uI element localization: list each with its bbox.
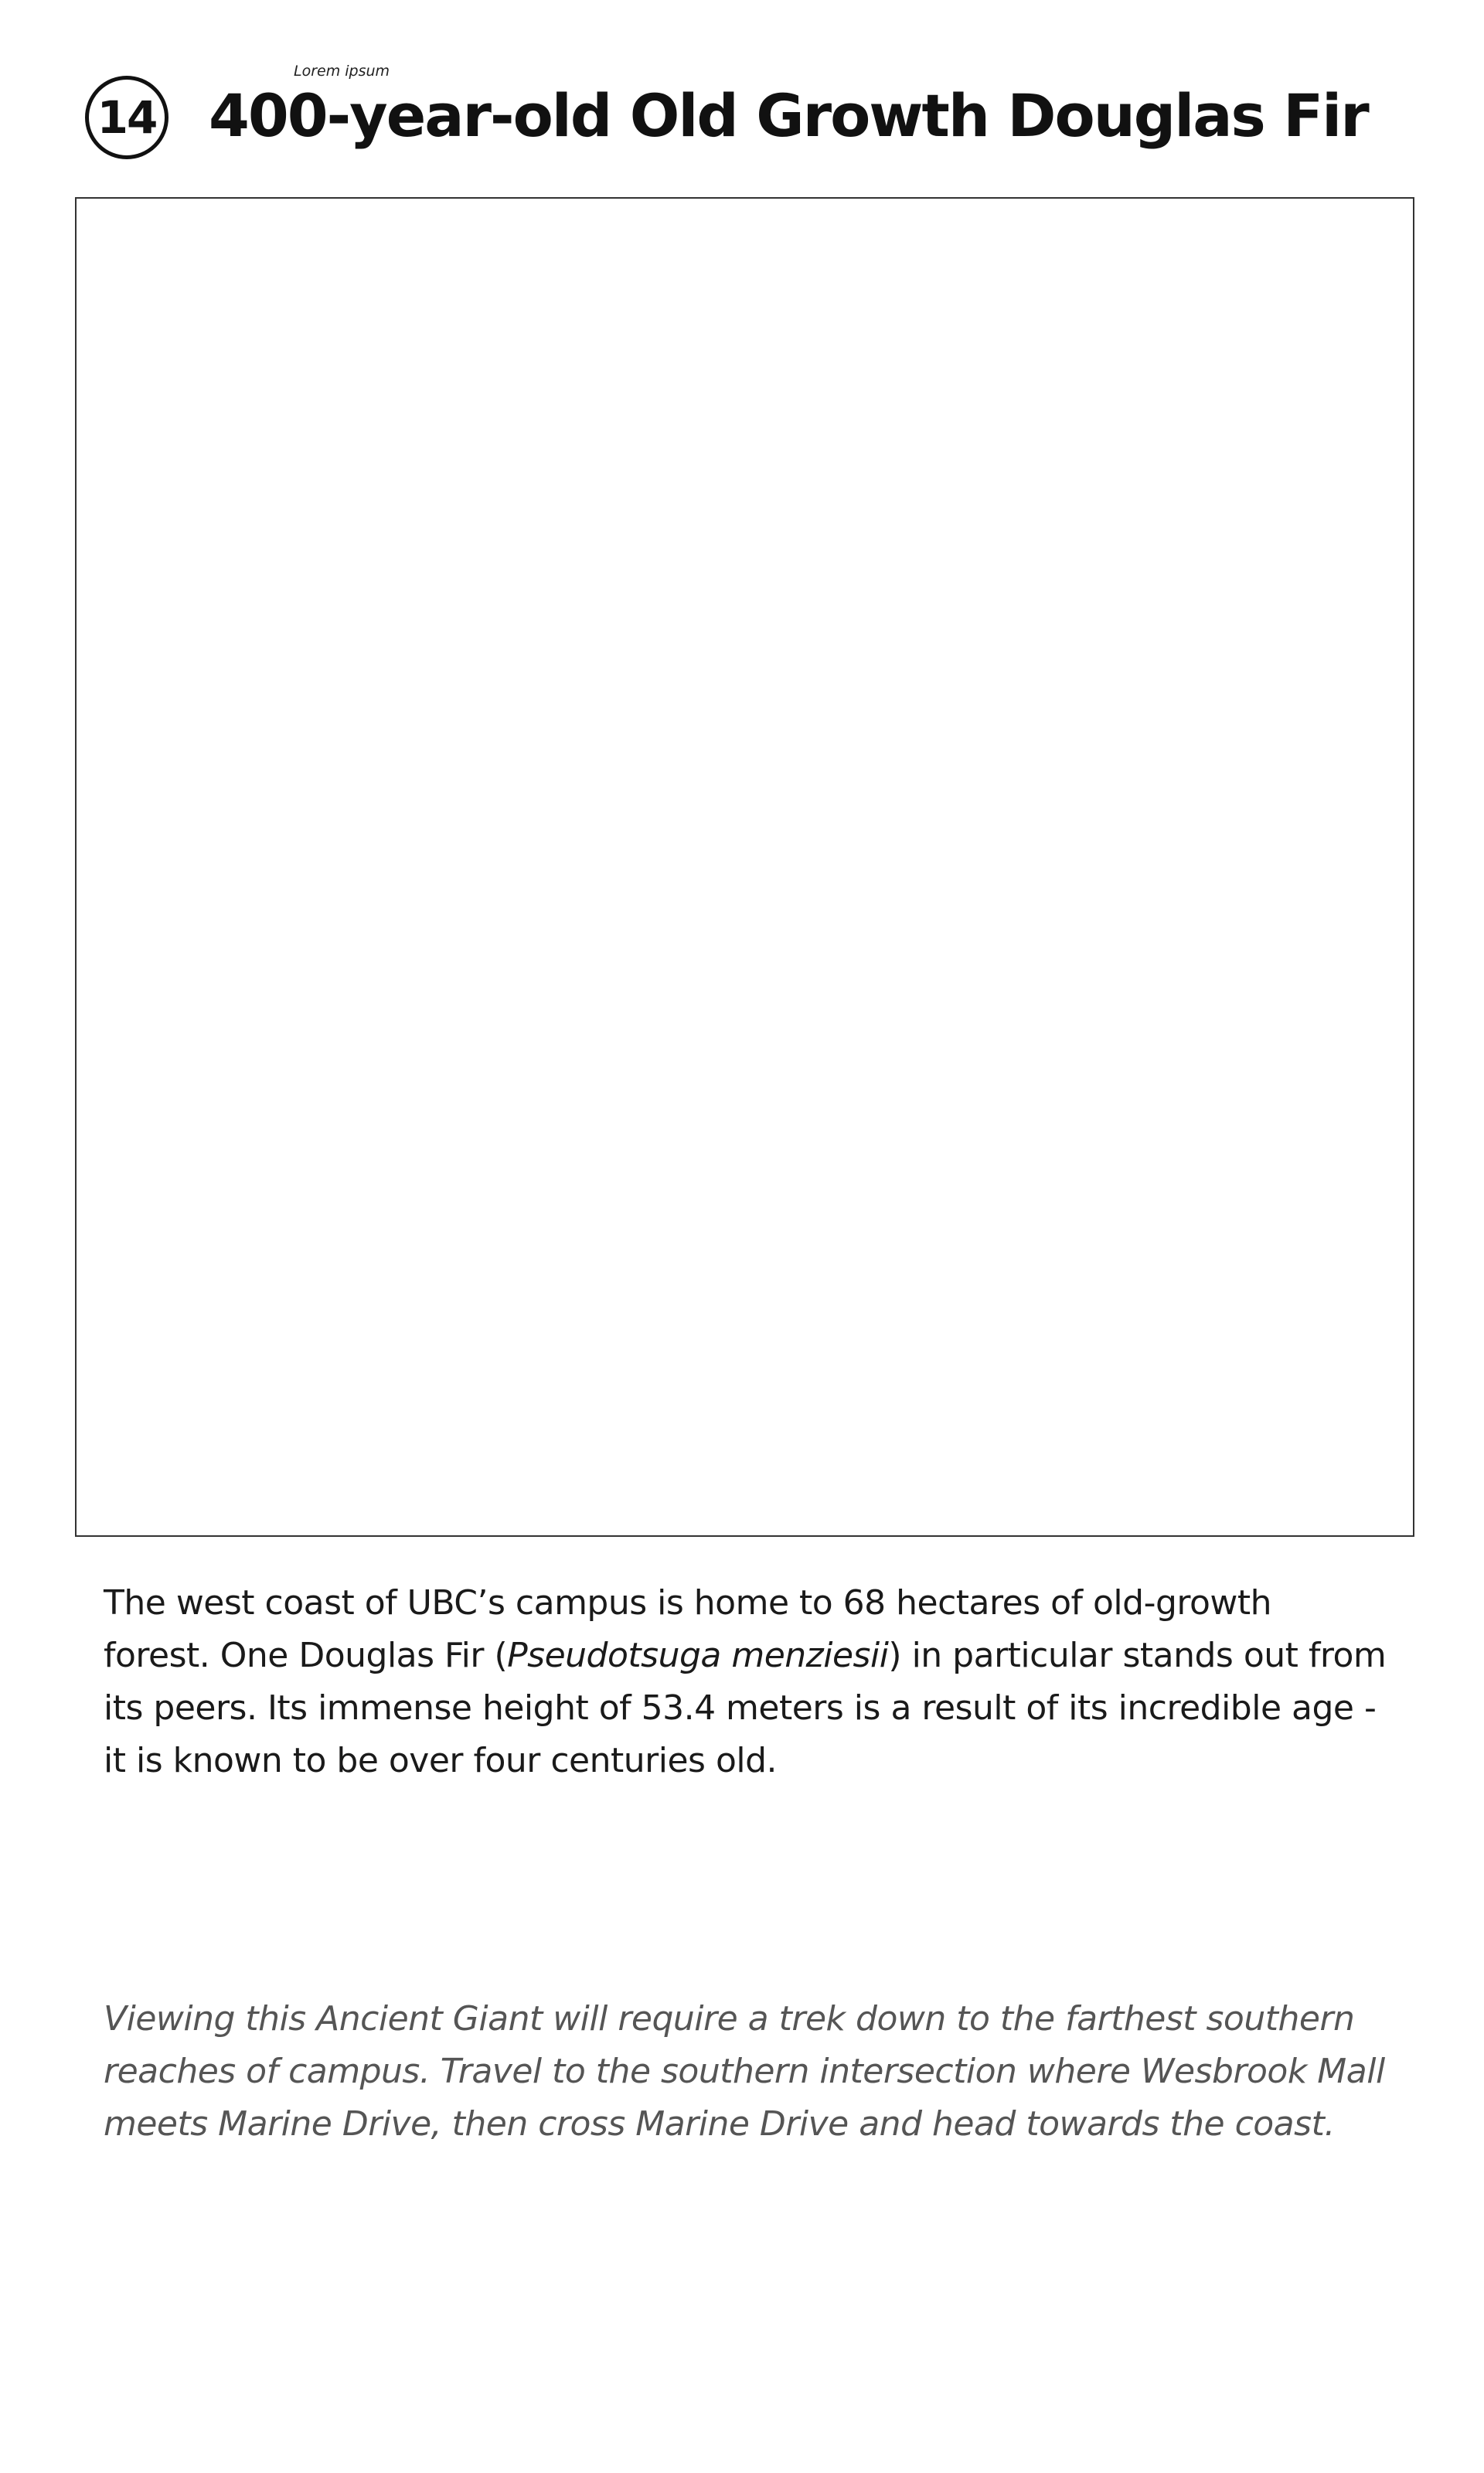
page-title: 400-year-old Old Growth Douglas Fir	[209, 81, 1368, 150]
description-text-end: ) in particular stands out from its peers. Its immense height of 53.4 meters is a result of its incredible age - it is known to be over four centuries old.	[104, 1636, 1387, 1780]
species-name: Pseudotsuga menziesii	[507, 1636, 889, 1675]
kicker-label: Lorem ipsum	[294, 63, 390, 80]
description-paragraph	[104, 1577, 1387, 1787]
directions-paragraph: Viewing this Ancient Giant will require a trek down to the farthest southern reaches of campus. Travel to the southern intersection where Wesbrook Mall meets Marine Drive, then cross Marine Drive and head towards the coast.	[104, 1999, 1385, 2144]
stop-number-badge	[85, 76, 168, 159]
description-text-start: The west coast of UBC’s campus is home to 68 hectares of old-growth forest. One Douglas Fir (	[104, 1583, 1272, 1675]
stop-number: 14	[97, 91, 157, 144]
photo-frame	[75, 197, 1414, 1537]
